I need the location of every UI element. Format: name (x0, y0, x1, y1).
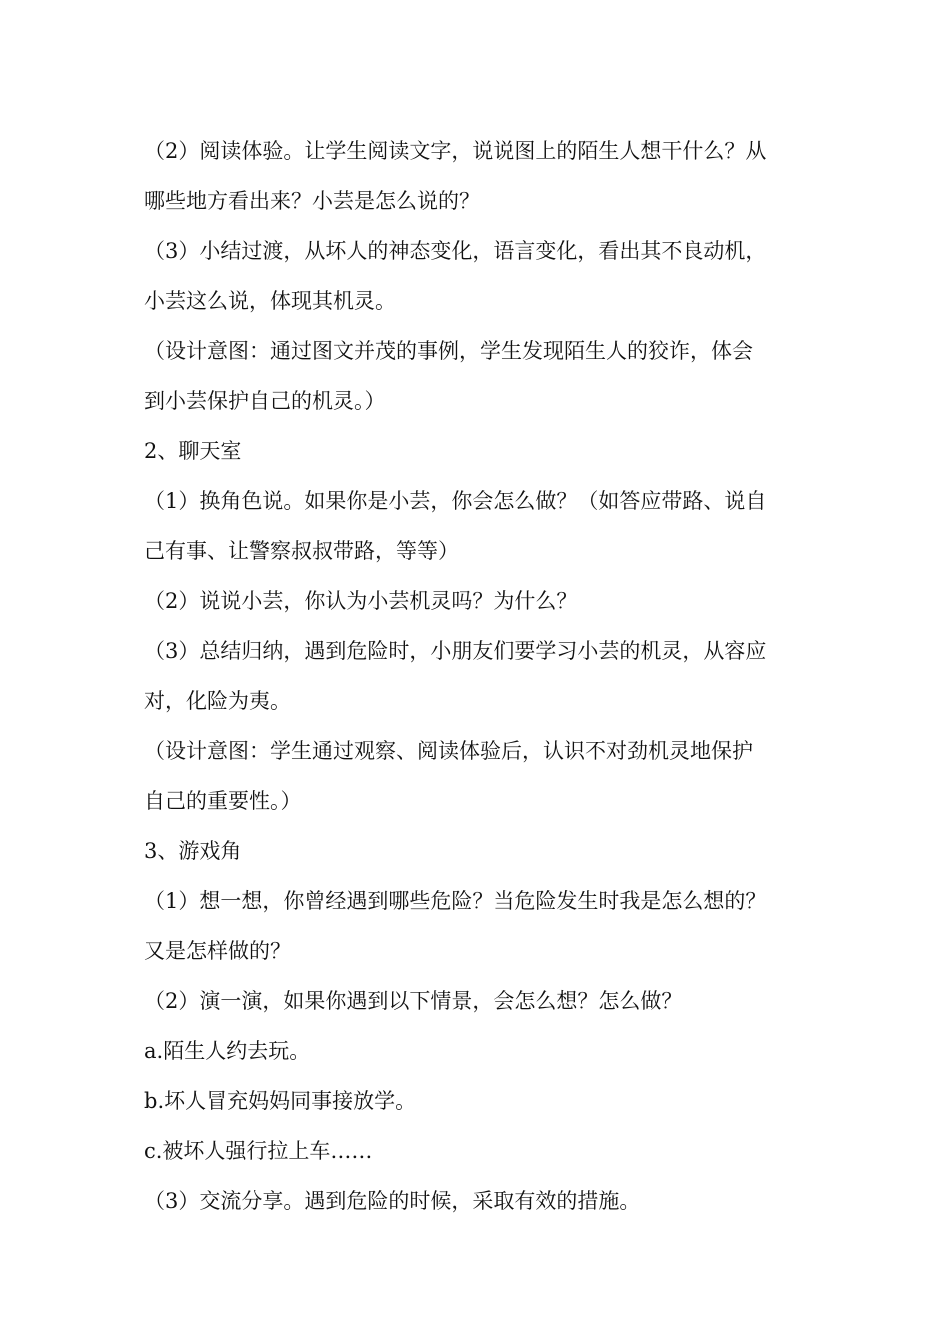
paragraph-line: （3）总结归纳，遇到危险时，小朋友们要学习小芸的机灵，从容应 (144, 639, 767, 663)
section-heading: 3、游戏角 (144, 839, 242, 863)
section-heading: 2、聊天室 (144, 439, 242, 463)
paragraph-line: 己有事、让警察叔叔带路，等等） (144, 539, 459, 563)
paragraph-line: 小芸这么说，体现其机灵。 (144, 289, 396, 313)
paragraph-line: 对，化险为夷。 (144, 689, 291, 713)
design-intent-line: 自己的重要性。） (144, 789, 302, 813)
design-intent-line: （设计意图：通过图文并茂的事例，学生发现陌生人的狡诈，体会 (144, 339, 753, 363)
scenario-item: c.被坏人强行拉上车…… (144, 1139, 373, 1163)
scenario-item: b.坏人冒充妈妈同事接放学。 (144, 1089, 417, 1113)
document-body (144, 126, 810, 1226)
paragraph-line: （1）换角色说。如果你是小芸，你会怎么做？（如答应带路、说自 (144, 489, 767, 513)
paragraph-line: 又是怎样做的？ (144, 939, 291, 963)
design-intent-line: （设计意图：学生通过观察、阅读体验后，认识不对劲机灵地保护 (144, 739, 753, 763)
paragraph-line: （3）交流分享。遇到危险的时候，采取有效的措施。 (144, 1189, 641, 1213)
paragraph-line: （2）说说小芸，你认为小芸机灵吗？为什么？ (144, 589, 578, 613)
design-intent-line: 到小芸保护自己的机灵。） (144, 389, 386, 413)
paragraph-line: （2）演一演，如果你遇到以下情景，会怎么想？怎么做？ (144, 989, 683, 1013)
paragraph-line: （2）阅读体验。让学生阅读文字，说说图上的陌生人想干什么？从 (144, 139, 767, 163)
scenario-item: a.陌生人约去玩。 (144, 1039, 311, 1063)
paragraph-line: 哪些地方看出来？小芸是怎么说的？ (144, 189, 480, 213)
paragraph-line: （1）想一想，你曾经遇到哪些危险？当危险发生时我是怎么想的？ (144, 889, 767, 913)
paragraph-line: （3）小结过渡，从坏人的神态变化，语言变化，看出其不良动机， (144, 239, 767, 263)
